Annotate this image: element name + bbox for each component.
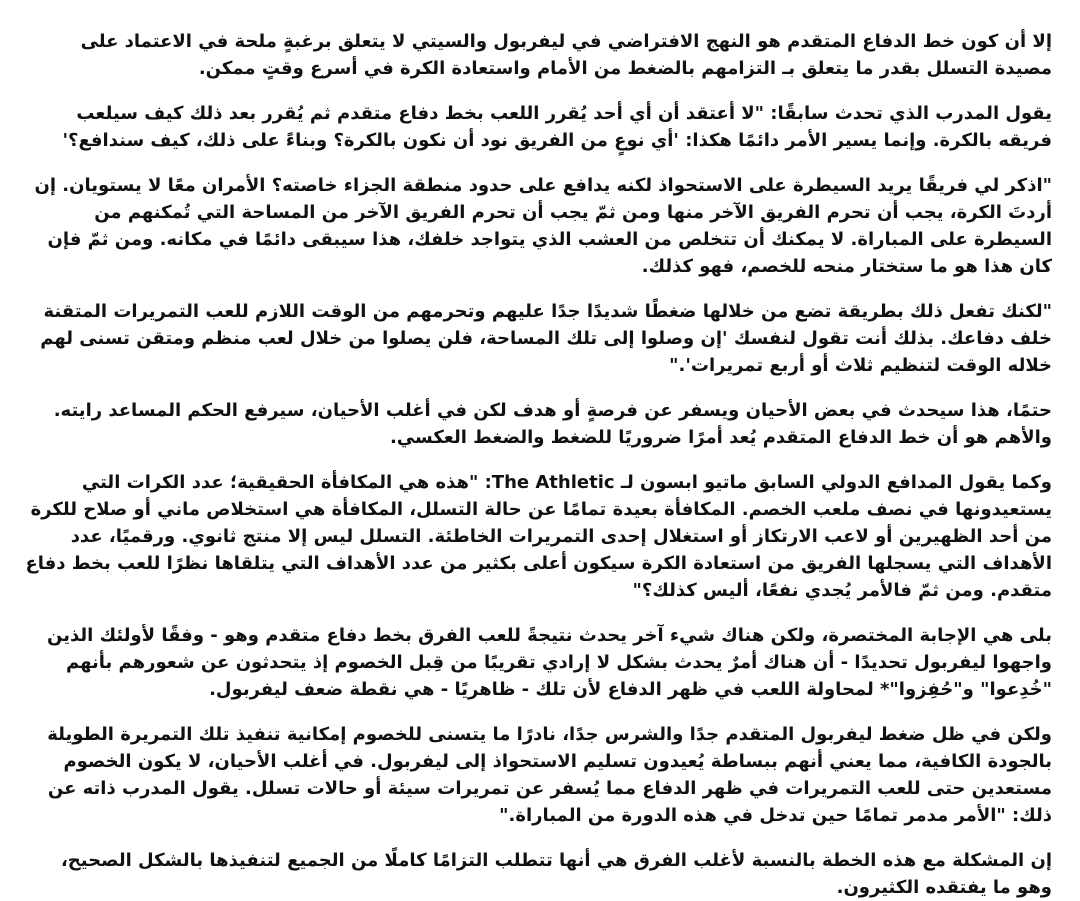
article-paragraph: "لكنك تفعل ذلك بطريقة تضع من خلالها ضغطًا شديدًا جدًا عليهم وتحرمهم من الوقت اللازم للعب التمريرات المتقنة خلف دفاعك. بذلك أنت تقول لنفسك 'إن وصلوا إلى تلك المساحة، فلن يصلوا من خلال لعب منظم ومتقن تسنى لهم خلاله الوقت لتنظيم ثلاث أو أربع تمريرات'." bbox=[40, 301, 1052, 376]
article-paragraph: حتمًا، هذا سيحدث في بعض الأحيان ويسفر عن فرصةٍ أو هدف لكن في أغلب الأحيان، سيرفع الحكم المساعد رايته. والأهم هو أن خط الدفاع المتقدم يُعد أمرًا ضروريًا للضغط والضغط العكسي. bbox=[53, 400, 1052, 448]
article-paragraph: "اذكر لي فريقًا يريد السيطرة على الاستحواذ لكنه يدافع على حدود منطقة الجزاء خاصته؟ الأمران معًا لا يستويان. إن أردتَ الكرة، يجب أن تحرم الفريق الآخر منها ومن ثمّ يجب أن تحرم الفريق الآخر من المساحة التي تُمكنهم من السيطرة على المباراة. لا يمكنك أن تتخلص من العشب الذي يتواجد خلفك، هذا سيبقى دائمًا في مكانه. ومن ثمّ فإن كان هذا هو ما ستختار منحه للخصم، فهو كذلك. bbox=[34, 175, 1052, 277]
article-paragraph: إلا أن كون خط الدفاع المتقدم هو النهج الافتراضي في ليفربول والسيتي لا يتعلق برغبةٍ ملحة في الاعتماد على مصيدة التسلل بقدر ما يتعلق بـ التزامهم بالضغط من الأمام واستعادة الكرة في أسرع وقتٍ ممكن. bbox=[80, 31, 1052, 79]
article-paragraph: ولكن في ظل ضغط ليفربول المتقدم جدًا والشرس جدًا، نادرًا ما يتسنى للخصوم إمكانية تنفيذ تلك التمريرة الطويلة بالجودة الكافية، مما يعني أنهم ببساطة يُعيدون تسليم الاستحواذ إلى ليفربول. في أغلب الأحيان، لا يكون الخصوم مستعدين حتى للعب التمريرات في ظهر الدفاع مما يُسفر عن تمريرات سيئة أو حالات تسلل. يقول المدرب ذاته عن ذلك: "الأمر مدمر تمامًا حين تدخل في هذه الدورة من المباراة." bbox=[47, 724, 1052, 826]
article-paragraph: بلى هي الإجابة المختصرة، ولكن هناك شيء آخر يحدث نتيجةً للعب الفرق بخط دفاع متقدم وهو - وفقًا لأولئك الذين واجهوا ليفربول تحديدًا - أن هناك أمرٌ يحدث بشكل لا إرادي تقريبًا من قِبل الخصوم إذ يتحدثون عن شعورهم بأنهم "خُدِعوا" و"حُفِزوا"* لمحاولة اللعب في ظهر الدفاع لأن تلك - ظاهريًا - هي نقطة ضعف ليفربول. bbox=[47, 625, 1052, 700]
article-paragraph: وكما يقول المدافع الدولي السابق ماتيو ابسون لـ The Athletic: "هذه هي المكافأة الحقيقية؛ عدد الكرات التي يستعيدونها في نصف ملعب الخصم. المكافأة بعيدة تمامًا عن حالة التسلل، المكافأة هي استخلاص ماني أو صلاح للكرة من أحد الظهيرين أو لاعب الارتكاز أو استغلال إحدى التمريرات الخاطئة. التسلل ليس إلا منتج ثانوي. ورقميًا، عدد الأهداف التي يسجلها الفريق من استعادة الكرة سيكون أعلى بكثير من عدد الأهداف التي يتلقاها نظرًا للعب بخط دفاع متقدم. ومن ثمّ فالأمر يُجدي نفعًا، أليس كذلك؟" bbox=[25, 472, 1052, 601]
article-body bbox=[20, 28, 1052, 901]
article-paragraph-partial: إن المشكلة مع هذه الخطة بالنسبة لأغلب الفرق هي أنها تتطلب التزامًا كاملًا من الجميع لتنفيذها بالشكل الصحيح، وهو ما يفتقده الكثيرون. bbox=[60, 850, 1052, 898]
article-paragraph: يقول المدرب الذي تحدث سابقًا: "لا أعتقد أن أي أحد يُقرر اللعب بخط دفاع متقدم ثم يُقرر بعد ذلك كيف سيلعب فريقه بالكرة. وإنما يسير الأمر دائمًا هكذا: 'أي نوعٍ من الفريق نود أن نكون بالكرة؟ وبناءً على ذلك، كيف سندافع؟' bbox=[62, 103, 1052, 151]
